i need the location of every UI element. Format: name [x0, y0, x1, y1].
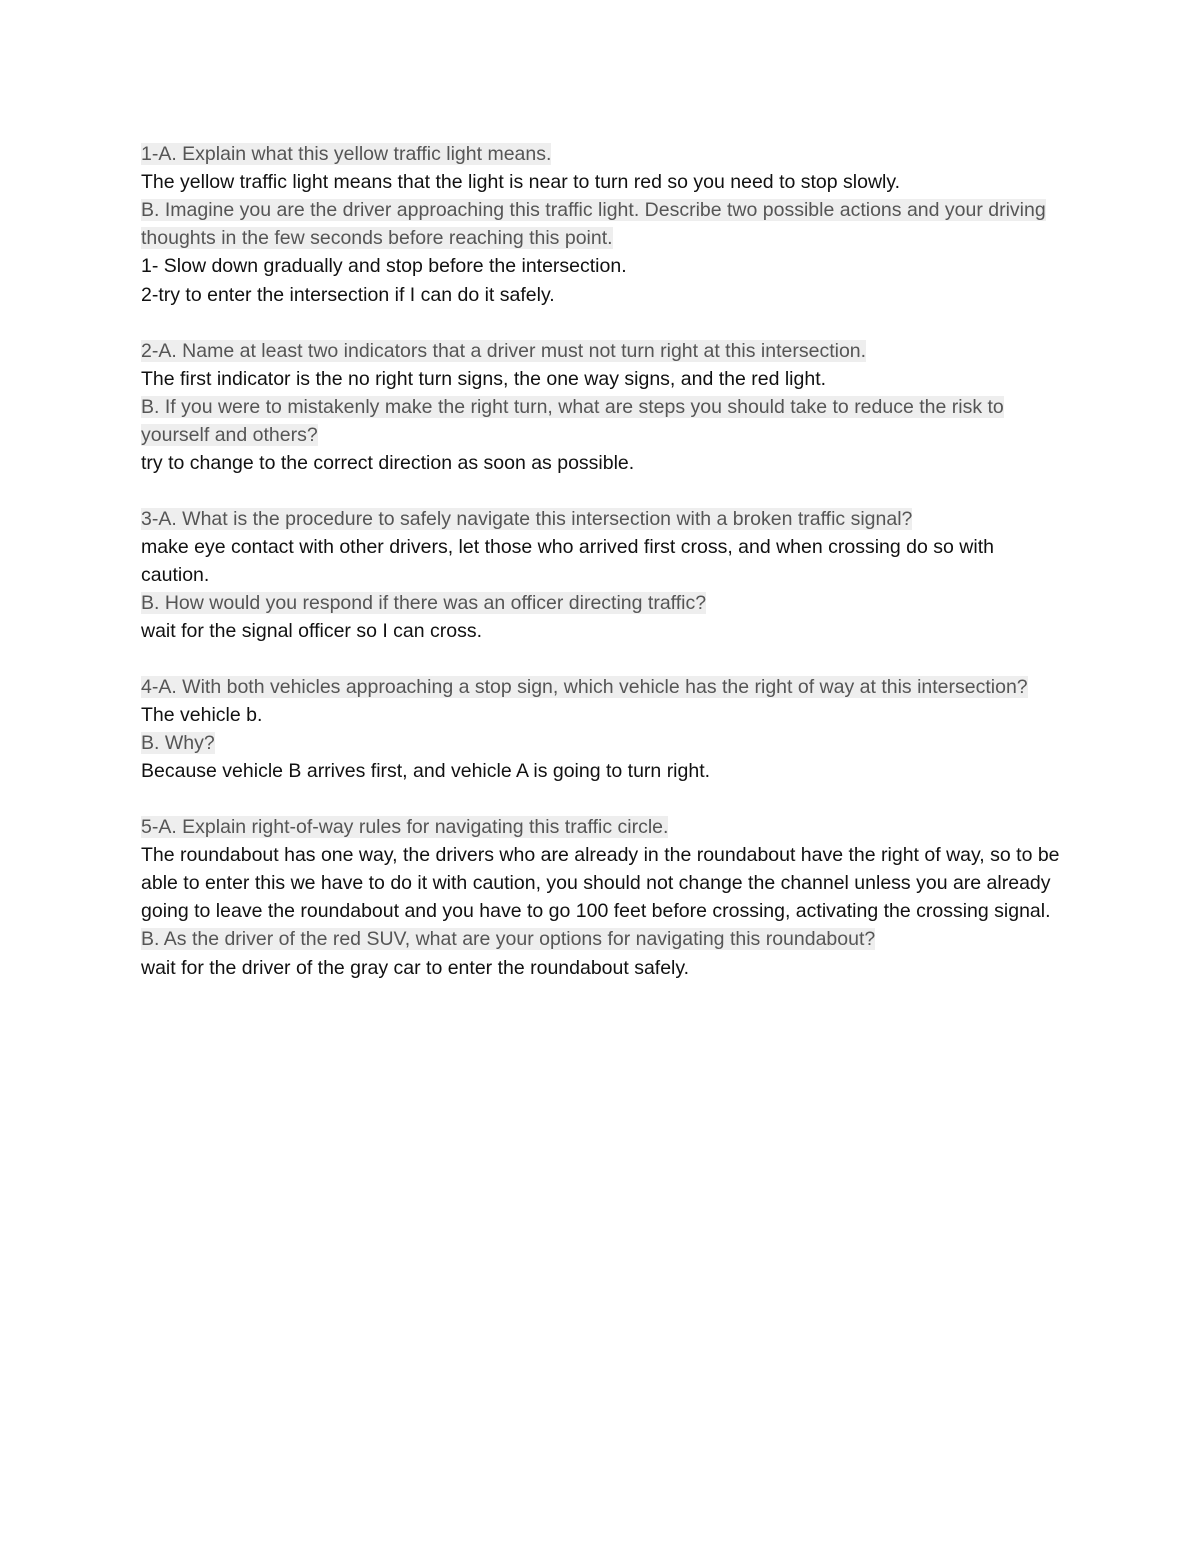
section-4	[141, 673, 1061, 785]
answer-1a: The yellow traffic light means that the light is near to turn red so you need to stop slowly.	[141, 171, 901, 193]
document-page	[141, 140, 1061, 1010]
answer-1b-line-2: 2-try to enter the intersection if I can do it safely.	[141, 284, 555, 306]
question-3a: 3-A. What is the procedure to safely navigate this intersection with a broken traffic signal?	[141, 508, 913, 530]
answer-2a: The first indicator is the no right turn signs, the one way signs, and the red light.	[141, 368, 827, 390]
question-2b: B. If you were to mistakenly make the right turn, what are steps you should take to reduce the risk to yourself and others?	[141, 396, 1004, 446]
section-2	[141, 337, 1061, 477]
question-3b: B. How would you respond if there was an officer directing traffic?	[141, 592, 707, 614]
question-2a: 2-A. Name at least two indicators that a driver must not turn right at this intersection.	[141, 340, 867, 362]
answer-5b: wait for the driver of the gray car to enter the roundabout safely.	[141, 957, 690, 979]
question-5a: 5-A. Explain right-of-way rules for navigating this traffic circle.	[141, 816, 669, 838]
answer-4b: Because vehicle B arrives first, and vehicle A is going to turn right.	[141, 760, 711, 782]
answer-3b: wait for the signal officer so I can cross.	[141, 620, 483, 642]
question-4a: 4-A. With both vehicles approaching a stop sign, which vehicle has the right of way at this intersection?	[141, 676, 1028, 698]
question-1a: 1-A. Explain what this yellow traffic light means.	[141, 143, 552, 165]
answer-1b-line-1: 1- Slow down gradually and stop before the intersection.	[141, 255, 627, 277]
section-3	[141, 505, 1061, 645]
answer-2b: try to change to the correct direction as soon as possible.	[141, 452, 635, 474]
question-5b: B. As the driver of the red SUV, what are your options for navigating this roundabout?	[141, 928, 876, 950]
answer-3a: make eye contact with other drivers, let those who arrived first cross, and when crossing do so with caution.	[141, 536, 994, 586]
question-1b: B. Imagine you are the driver approaching this traffic light. Describe two possible actions and your driving thoughts in the few seconds before reaching this point.	[141, 199, 1046, 249]
answer-5a: The roundabout has one way, the drivers who are already in the roundabout have the right of way, so to be able to enter this we have to do it with caution, you should not change the channel unless you are already going to leave the roundabout and you have to go 100 feet before crossing, activating the crossing signal.	[141, 844, 1060, 922]
section-5	[141, 813, 1061, 982]
question-4b: B. Why?	[141, 732, 215, 754]
answer-4a: The vehicle b.	[141, 704, 263, 726]
section-1	[141, 140, 1061, 309]
